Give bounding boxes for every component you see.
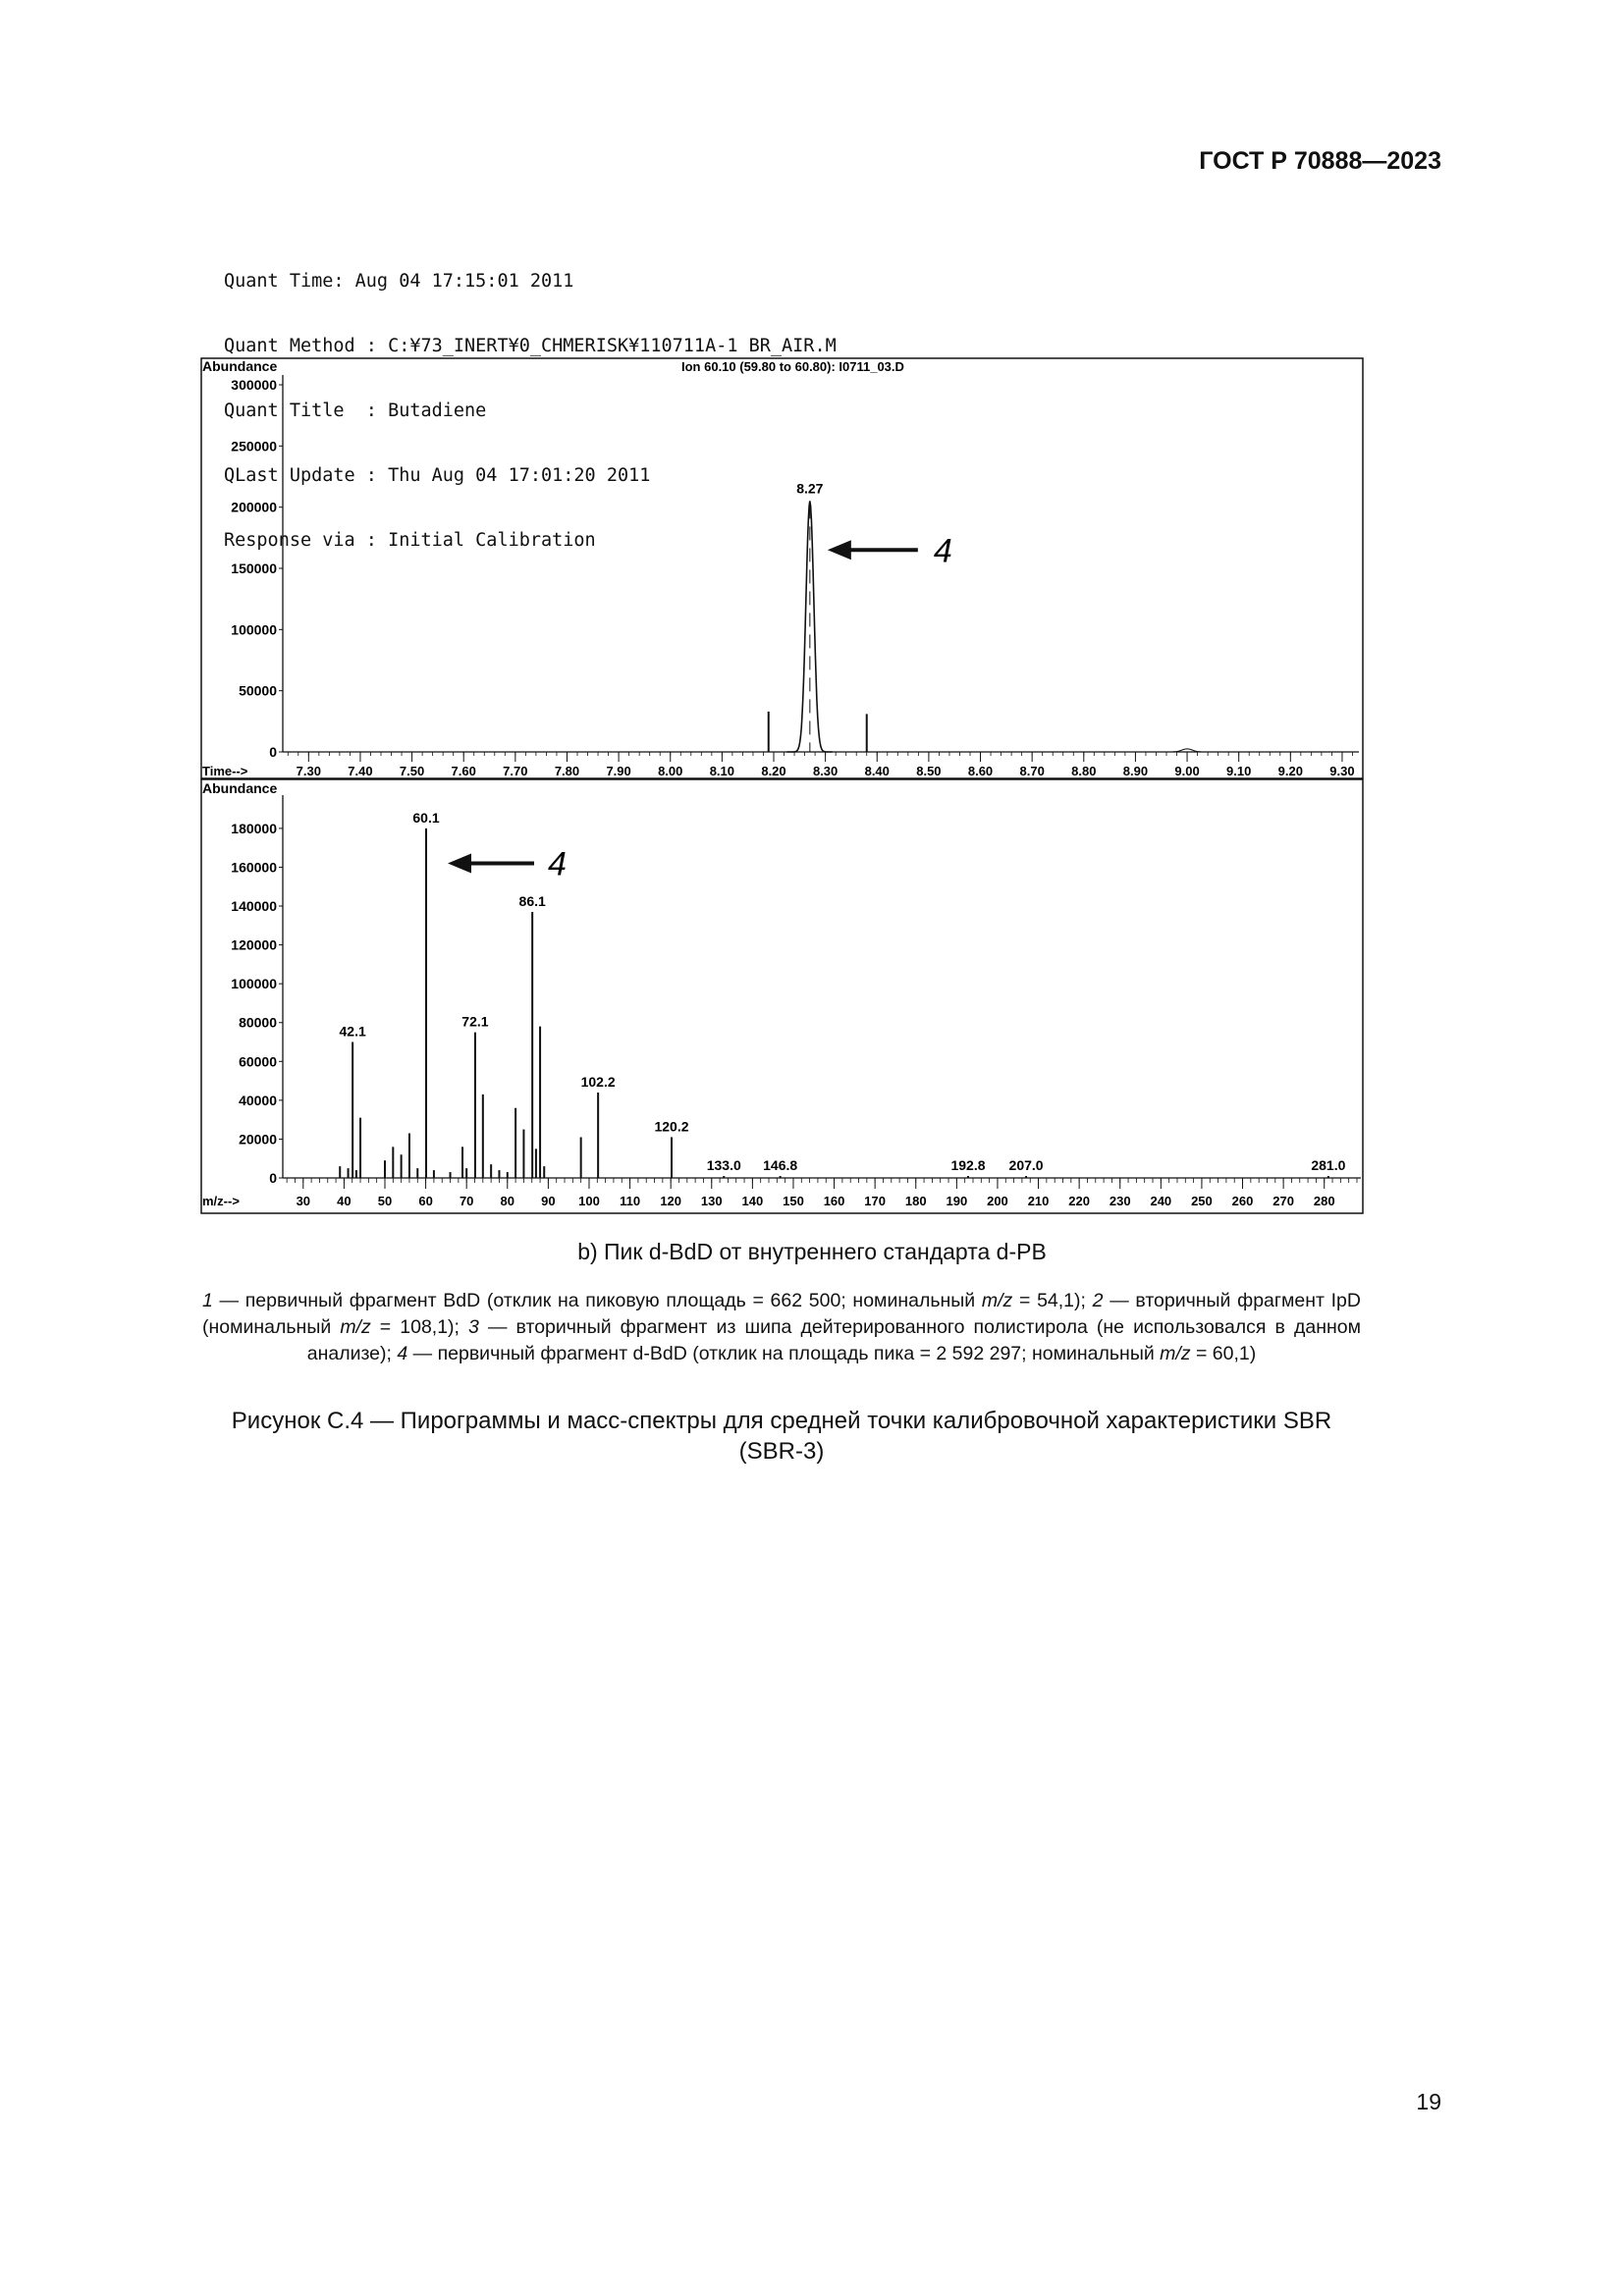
legend-text-2b: = 108,1); bbox=[370, 1316, 469, 1338]
legend-number-3: 3 bbox=[468, 1316, 479, 1338]
x-tick-label: 150 bbox=[783, 1194, 804, 1208]
x-tick-label: 9.00 bbox=[1174, 764, 1200, 778]
legend-text-4b: = 60,1) bbox=[1190, 1343, 1257, 1364]
peak-label: 72.1 bbox=[461, 1013, 489, 1030]
x-tick-label: 170 bbox=[864, 1194, 887, 1208]
chromatogram-frame bbox=[201, 358, 1363, 778]
x-tick-label: 270 bbox=[1272, 1194, 1294, 1208]
meta-line: Quant Method : C:¥73_INERT¥0_CHMERISK¥110711A-1 BR_AIR.M bbox=[224, 336, 837, 356]
peak-label: 120.2 bbox=[654, 1118, 689, 1135]
standard-code: ГОСТ Р 70888—2023 bbox=[1199, 147, 1441, 175]
y-tick-label: 100000 bbox=[231, 976, 277, 992]
x-tick-label: 50 bbox=[377, 1194, 393, 1208]
peak-label: 133.0 bbox=[706, 1157, 741, 1174]
y-tick-label: 180000 bbox=[231, 820, 277, 836]
x-tick-label: 9.20 bbox=[1277, 764, 1303, 778]
mz-symbol: m/z bbox=[981, 1290, 1013, 1311]
y-axis-label: Abundance bbox=[202, 780, 278, 796]
peak-annotation-number: 4 bbox=[933, 532, 952, 570]
x-tick-label: 130 bbox=[700, 1194, 723, 1208]
x-tick-label: 30 bbox=[296, 1194, 311, 1208]
legend-text-1: — первичный фрагмент BdD (отклик на пиковую площадь = 662 500; номинальный bbox=[212, 1290, 982, 1311]
legend-text-1b: = 54,1); bbox=[1012, 1290, 1093, 1311]
y-tick-label: 20000 bbox=[239, 1131, 277, 1148]
x-tick-label: 260 bbox=[1231, 1194, 1254, 1208]
y-tick-label: 40000 bbox=[239, 1092, 277, 1108]
peak-label: 102.2 bbox=[580, 1073, 616, 1090]
spectrum-frame bbox=[201, 779, 1363, 1213]
y-tick-label: 50000 bbox=[239, 682, 277, 699]
x-tick-label: 7.70 bbox=[503, 764, 528, 778]
y-tick-label: 0 bbox=[269, 744, 277, 760]
x-tick-label: 7.90 bbox=[606, 764, 631, 778]
peak-label: 42.1 bbox=[339, 1023, 366, 1040]
x-axis-label: Time--> bbox=[202, 764, 248, 778]
meta-line: Quant Title : Butadiene bbox=[224, 400, 487, 421]
x-tick-label: 240 bbox=[1150, 1194, 1172, 1208]
y-axis-label: Abundance bbox=[202, 358, 278, 374]
x-tick-label: 120 bbox=[660, 1194, 682, 1208]
x-tick-label: 70 bbox=[459, 1194, 474, 1208]
x-tick-label: 160 bbox=[823, 1194, 845, 1208]
peak-label: 207.0 bbox=[1008, 1157, 1044, 1174]
x-tick-label: 220 bbox=[1068, 1194, 1090, 1208]
x-tick-label: 7.30 bbox=[296, 764, 321, 778]
peak-label: 281.0 bbox=[1311, 1157, 1346, 1174]
x-tick-label: 8.30 bbox=[812, 764, 839, 778]
x-tick-label: 180 bbox=[904, 1194, 927, 1208]
meta-line: QLast Update : Thu Aug 04 17:01:20 2011 bbox=[224, 465, 651, 486]
x-tick-label: 7.60 bbox=[451, 764, 476, 778]
peak-annotation-number: 4 bbox=[548, 845, 567, 883]
x-tick-label: 8.80 bbox=[1071, 764, 1097, 778]
peak-label: 146.8 bbox=[763, 1157, 798, 1174]
legend-number-4: 4 bbox=[397, 1343, 408, 1364]
x-tick-label: 8.00 bbox=[658, 764, 683, 778]
legend-text-2: — вторичный фрагмент IpD (номинальный bbox=[202, 1290, 1361, 1338]
x-tick-label: 210 bbox=[1027, 1194, 1050, 1208]
y-tick-label: 60000 bbox=[239, 1053, 277, 1070]
peak-label: 192.8 bbox=[950, 1157, 986, 1174]
x-tick-label: 8.40 bbox=[864, 764, 890, 778]
meta-line: Quant Time: Aug 04 17:15:01 2011 bbox=[224, 271, 574, 292]
x-tick-label: 280 bbox=[1313, 1194, 1335, 1208]
x-tick-label: 8.90 bbox=[1122, 764, 1149, 778]
chromatogram-panel bbox=[201, 358, 1363, 778]
x-tick-label: 110 bbox=[620, 1194, 641, 1208]
legend-text-3: — вторичный фрагмент из шипа дейтерированного полистирола (не использовался в данном анализе); bbox=[306, 1316, 1361, 1364]
peak-label: 8.27 bbox=[796, 480, 824, 497]
x-tick-label: 80 bbox=[500, 1194, 515, 1208]
figure-legend bbox=[202, 1288, 1361, 1367]
x-tick-label: 60 bbox=[418, 1194, 433, 1208]
x-tick-label: 8.70 bbox=[1019, 764, 1045, 778]
y-tick-label: 0 bbox=[269, 1170, 277, 1186]
meta-line: Response via : Initial Calibration bbox=[224, 530, 596, 551]
x-tick-label: 40 bbox=[337, 1194, 352, 1208]
chart-title: Ion 60.10 (59.80 to 60.80): I0711_03.D bbox=[681, 359, 904, 374]
legend-text-4: — первичный фрагмент d-BdD (отклик на площадь пика = 2 592 297; номинальный bbox=[407, 1343, 1161, 1364]
y-tick-label: 100000 bbox=[231, 621, 277, 638]
figure-caption: Рисунок С.4 — Пирограммы и масс-спектры для средней точки калибровочной характеристики SBR (SBR-3) bbox=[231, 1408, 1332, 1465]
x-tick-label: 100 bbox=[578, 1194, 600, 1208]
y-tick-label: 140000 bbox=[231, 898, 277, 915]
x-tick-label: 8.10 bbox=[709, 764, 735, 778]
y-tick-label: 200000 bbox=[231, 499, 277, 515]
x-tick-label: 8.60 bbox=[967, 764, 994, 778]
x-tick-label: 7.50 bbox=[399, 764, 425, 778]
x-tick-label: 250 bbox=[1191, 1194, 1213, 1208]
figure-subcaption: b) Пик d-BdD от внутреннего стандарта d-PB bbox=[577, 1239, 1047, 1264]
x-tick-label: 9.10 bbox=[1226, 764, 1252, 778]
x-tick-label: 190 bbox=[946, 1194, 968, 1208]
y-tick-label: 250000 bbox=[231, 438, 277, 454]
x-tick-label: 8.20 bbox=[761, 764, 786, 778]
arrow-head bbox=[828, 540, 851, 560]
y-tick-label: 80000 bbox=[239, 1014, 277, 1031]
y-tick-label: 150000 bbox=[231, 561, 277, 576]
legend-number-2: 2 bbox=[1092, 1290, 1104, 1311]
x-tick-label: 90 bbox=[541, 1194, 556, 1208]
x-tick-label: 7.80 bbox=[554, 764, 580, 778]
chromatogram-and-spectrum-figure bbox=[200, 357, 1365, 1215]
y-tick-label: 300000 bbox=[231, 377, 277, 393]
page-number: 19 bbox=[1416, 2089, 1441, 2114]
peak-label: 60.1 bbox=[412, 809, 440, 826]
mz-symbol: m/z bbox=[340, 1316, 371, 1338]
arrow-head bbox=[448, 854, 471, 874]
x-tick-label: 230 bbox=[1109, 1194, 1131, 1208]
peak-label: 86.1 bbox=[518, 892, 546, 909]
y-tick-label: 120000 bbox=[231, 936, 277, 953]
legend-number-1: 1 bbox=[202, 1290, 213, 1311]
x-tick-label: 7.40 bbox=[348, 764, 373, 778]
mass-spectrum-panel bbox=[201, 779, 1363, 1213]
x-tick-label: 140 bbox=[741, 1194, 764, 1208]
x-tick-label: 8.50 bbox=[916, 764, 942, 778]
x-tick-label: 200 bbox=[987, 1194, 1008, 1208]
x-axis-label: m/z--> bbox=[202, 1194, 240, 1208]
y-tick-label: 160000 bbox=[231, 859, 277, 876]
x-tick-label: 9.30 bbox=[1329, 764, 1355, 778]
mz-symbol: m/z bbox=[1160, 1343, 1191, 1364]
